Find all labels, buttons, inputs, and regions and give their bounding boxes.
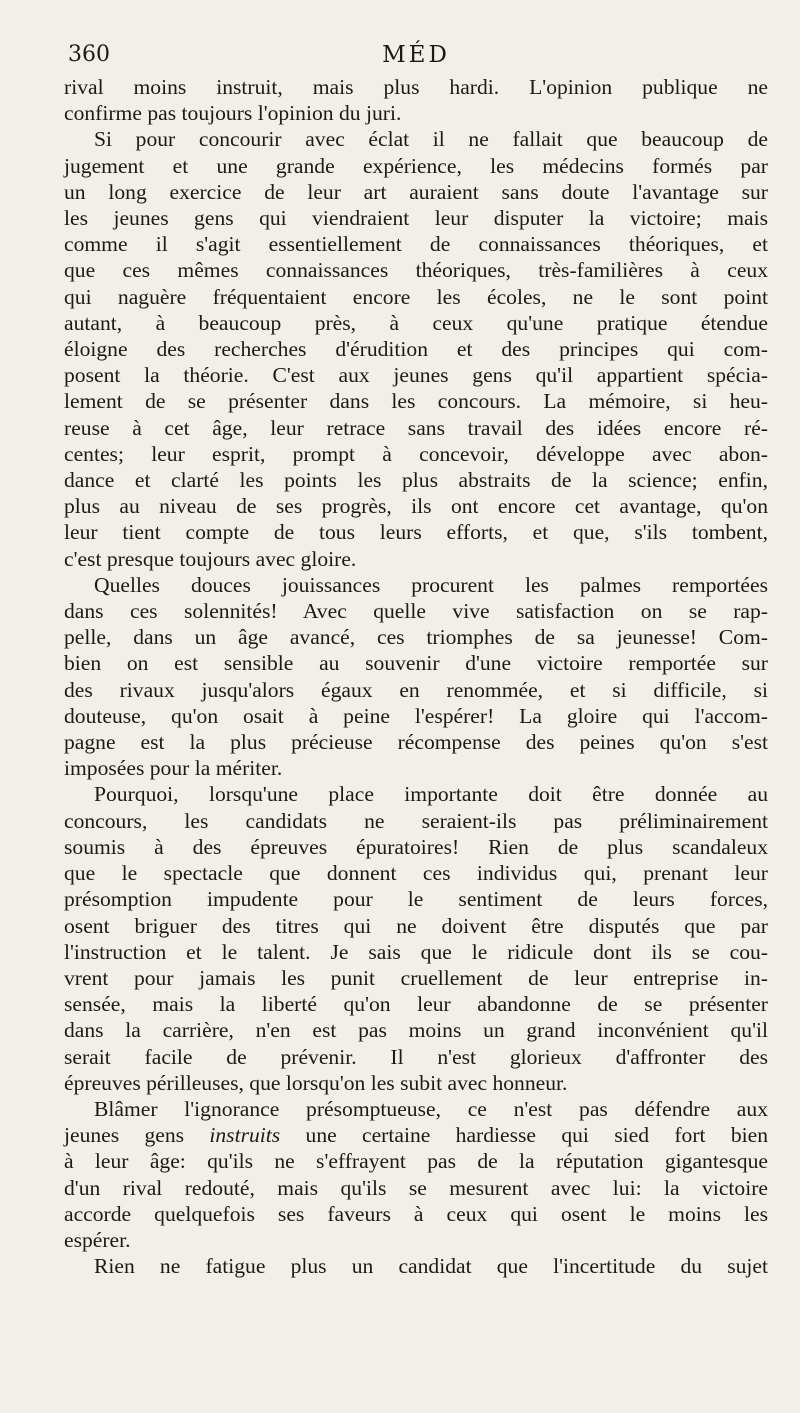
text-line: pagne est la plus précieuse récompense des peines qu'on s'est	[64, 730, 768, 755]
text-line: Si pour concourir avec éclat il ne fallait que beaucoup de	[94, 127, 768, 152]
paragraph	[64, 74, 768, 126]
text-line: jugement et une grande expérience, les médecins formés par	[64, 153, 768, 178]
text-line: Pourquoi, lorsqu'une place importante doit être donnée au	[94, 782, 768, 807]
text-line: dans la carrière, n'en est pas moins un grand inconvénient qu'il	[64, 1018, 768, 1043]
text-line: autant, à beaucoup près, à ceux qu'une pratique étendue	[64, 310, 768, 335]
text-line: éloigne des recherches d'érudition et des principes qui com-	[64, 337, 768, 362]
text-line: osent briguer des titres qui ne doivent être disputés que par	[64, 913, 768, 938]
text-line: centes; leur esprit, prompt à concevoir, développe avec abon-	[64, 441, 768, 466]
text-line: les jeunes gens qui viendraient leur disputer la victoire; mais	[64, 206, 768, 231]
running-head: MÉD	[382, 42, 450, 68]
text-line: accorde quelquefois ses faveurs à ceux qui osent le moins les	[64, 1201, 768, 1226]
text-line: soumis à des épreuves épuratoires! Rien de plus scandaleux	[64, 834, 768, 859]
text-line: un long exercice de leur art auraient sans doute l'avantage sur	[64, 179, 768, 204]
text-line: reuse à cet âge, leur retrace sans travail des idées encore ré-	[64, 415, 768, 440]
text-line: présomption impudente pour le sentiment de leurs forces,	[64, 887, 768, 912]
text-line: posent la théorie. C'est aux jeunes gens qu'il appartient spécia-	[64, 363, 768, 388]
text-line: bien on est sensible au souvenir d'une victoire remportée sur	[64, 651, 768, 676]
text-line: l'instruction et le talent. Je sais que le ridicule dont ils se cou-	[64, 939, 768, 964]
text-line: lement de se présenter dans les concours. La mémoire, si heu-	[64, 389, 768, 414]
page-number: 360	[68, 42, 110, 67]
text-line: douteuse, qu'on osait à peine l'espérer! La gloire qui l'accom-	[64, 703, 768, 728]
text-line: Quelles douces jouissances procurent les palmes remportées	[94, 572, 768, 597]
body-text	[64, 74, 768, 1279]
page-header	[64, 40, 768, 70]
text-line: concours, les candidats ne seraient-ils pas préliminairement	[64, 808, 768, 833]
text-line: dans ces solennités! Avec quelle vive satisfaction on se rap-	[64, 599, 768, 624]
paragraph	[64, 126, 768, 571]
text-line: confirme pas toujours l'opinion du juri.	[64, 101, 402, 126]
text-line: comme il s'agit essentiellement de connaissances théoriques, et	[64, 232, 768, 257]
text-line: pelle, dans un âge avancé, ces triomphes de sa jeunesse! Com-	[64, 625, 768, 650]
paragraph	[64, 1253, 768, 1279]
paragraph	[64, 781, 768, 1095]
text-line: jeunes gens instruits une certaine hardiesse qui sied fort bien	[64, 1123, 768, 1148]
text-line: c'est presque toujours avec gloire.	[64, 546, 357, 571]
text-line: plus au niveau de ses progrès, ils ont encore cet avantage, qu'on	[64, 494, 768, 519]
text-line: vrent pour jamais les punit cruellement de leur entreprise in-	[64, 965, 768, 990]
text-line: espérer.	[64, 1227, 131, 1252]
text-line: épreuves périlleuses, que lorsqu'on les subit avec honneur.	[64, 1070, 568, 1095]
text-line: Rien ne fatigue plus un candidat que l'incertitude du sujet	[94, 1254, 768, 1279]
text-line: sensée, mais la liberté qu'on leur abandonne de se présenter	[64, 992, 768, 1017]
paragraph	[64, 1096, 768, 1253]
text-line: à leur âge: qu'ils ne s'effrayent pas de la réputation gigantesque	[64, 1149, 768, 1174]
text-line: qui naguère fréquentaient encore les écoles, ne le sont point	[64, 284, 768, 309]
text-line: dance et clarté les points les plus abstraits de la science; enfin,	[64, 468, 768, 493]
paragraph	[64, 572, 768, 782]
text-line: que ces mêmes connaissances théoriques, très-familières à ceux	[64, 258, 768, 283]
text-line: que le spectacle que donnent ces individus qui, prenant leur	[64, 861, 768, 886]
text-line: des rivaux jusqu'alors égaux en renommée, et si difficile, si	[64, 677, 768, 702]
text-line: rival moins instruit, mais plus hardi. L'opinion publique ne	[64, 75, 768, 99]
text-line: d'un rival redouté, mais qu'ils se mesurent avec lui: la victoire	[64, 1175, 768, 1200]
text-line: Blâmer l'ignorance présomptueuse, ce n'est pas défendre aux	[94, 1096, 768, 1121]
text-line: imposées pour la mériter.	[64, 756, 283, 781]
text-line: leur tient compte de tous leurs efforts, et que, s'ils tombent,	[64, 520, 768, 545]
text-line: serait facile de prévenir. Il n'est glorieux d'affronter des	[64, 1044, 768, 1069]
